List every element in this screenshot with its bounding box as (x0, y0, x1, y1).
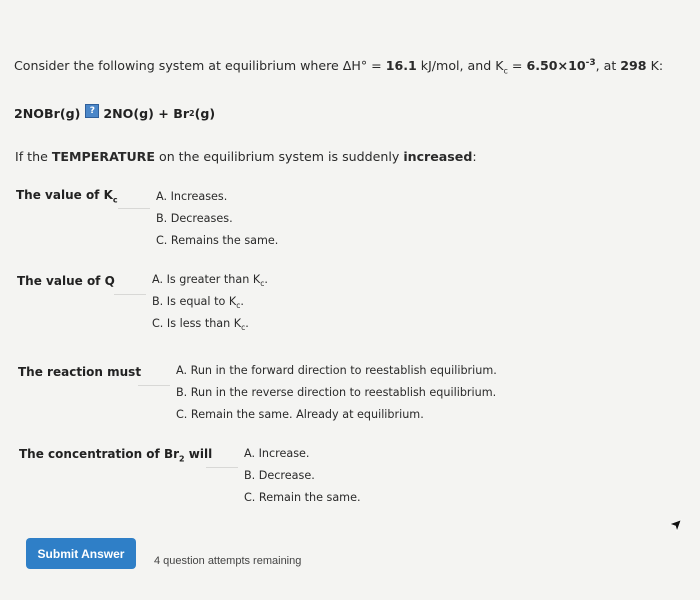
reaction-equation: 2NOBr(g) ? 2NO(g) + Br 2 (g) (14, 105, 216, 121)
attempts-remaining-text: 4 question attempts remaining (154, 555, 302, 567)
help-icon[interactable]: ? (85, 104, 99, 118)
br2-answer-dropdown[interactable] (206, 449, 238, 468)
q-option-c: C. Is less than $K_c$. (152, 317, 249, 333)
mouse-cursor-icon (669, 518, 683, 532)
reaction-must-answer-dropdown[interactable] (138, 367, 170, 386)
kc-answer-dropdown[interactable] (118, 190, 150, 209)
br2-option-c: C. Remain the same. (244, 491, 361, 504)
br2-option-b: B. Decrease. (244, 469, 315, 482)
q-option-a: A. Is greater than $K_c$. (152, 273, 268, 289)
kc-label: The value of $K_c$ (16, 188, 118, 205)
submit-answer-button[interactable]: Submit Answer (26, 538, 136, 569)
kc-option-a: A. Increases. (156, 190, 228, 203)
intro-text: Consider the following system at equilibrium where ΔH° = 16.1 kJ/mol, and $K_c = 6.50\times 10^{-3}$, at 298 K: (14, 58, 664, 76)
reaction-must-label: The reaction must (18, 365, 142, 379)
q-options (152, 273, 268, 339)
q-answer-dropdown[interactable] (114, 276, 146, 295)
kc-option-c: C. Remains the same. (156, 234, 279, 247)
br2-label: The concentration of $Br_2$ will (19, 447, 213, 464)
reaction-must-option-c: C. Remain the same. Already at equilibrium. (176, 408, 424, 421)
br2-option-a: A. Increase. (244, 447, 310, 460)
reaction-must-options (176, 364, 497, 430)
q-option-b: B. Is equal to $K_c$. (152, 295, 244, 311)
br2-options (244, 447, 361, 513)
reaction-must-option-a: A. Run in the forward direction to reestablish equilibrium. (176, 364, 497, 377)
kc-options (156, 190, 278, 256)
reaction-must-option-b: B. Run in the reverse direction to reestablish equilibrium. (176, 386, 497, 399)
kc-option-b: B. Decreases. (156, 212, 233, 225)
question-text: If the TEMPERATURE on the equilibrium system is suddenly increased: (15, 149, 477, 164)
q-label: The value of Q (17, 274, 115, 288)
